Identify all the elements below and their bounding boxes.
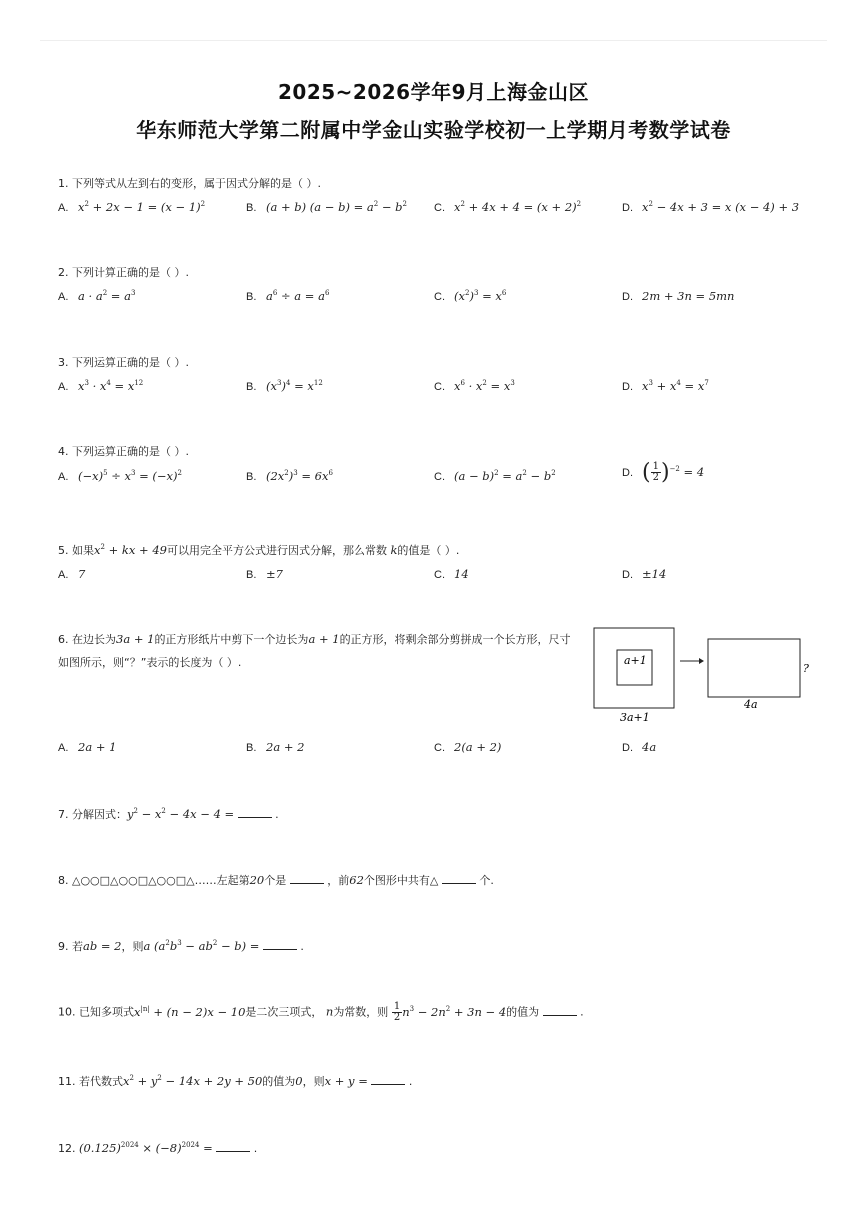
question-10-stem: 10. 已知多项式$x^{|n|} + (n - 2)x - 10$是二次三项式， n为常数，则 $\frac{1}{2}$ $n^3 - 2n^2 + 3n - 4$的值为 .: [58, 1001, 584, 1023]
question-9-stem: 9. 若ab = 2，则a $(a^2b^3 - ab^2 - b)$ = .: [58, 939, 304, 953]
rectangle-height-label: ?: [803, 662, 809, 675]
q6-figure: [590, 624, 815, 728]
page-title: 2025~2026学年9月上海金山区: [277, 80, 589, 104]
result-rectangle: [708, 639, 800, 697]
option-label: A.: [58, 471, 69, 483]
q5-option-d[interactable]: D. ±14: [622, 567, 667, 581]
option-label: C.: [434, 291, 445, 303]
option-label: A.: [58, 202, 69, 214]
question-3-stem: 3. 下列运算正确的是（ ）.: [58, 356, 189, 369]
q2-option-b[interactable]: B. $a^6 \div a = a^6$: [246, 289, 330, 303]
q5-option-c[interactable]: C. 14: [434, 567, 469, 581]
question-12-stem: 12. $(0.125)^{2024} \times (-8)^{2024}$ = .: [58, 1141, 258, 1155]
q5-option-a[interactable]: A. 7: [58, 567, 86, 581]
q2-option-a[interactable]: A. $a \cdot a^2 = a^3$: [58, 289, 136, 303]
answer-blank[interactable]: [290, 873, 324, 884]
option-label: C.: [434, 569, 445, 581]
outer-square-label: 3a+1: [620, 711, 650, 724]
option-label: A.: [58, 569, 69, 581]
q4-option-b[interactable]: B. $(2x^2)^3 = 6x^6$: [246, 469, 333, 483]
option-label: A.: [58, 742, 69, 754]
option-label: C.: [434, 202, 445, 214]
q3-option-d[interactable]: D. $x^3 + x^4 = x^7$: [622, 379, 709, 393]
option-label: D.: [622, 291, 633, 303]
option-label: A.: [58, 291, 69, 303]
q6-option-d[interactable]: D. 4a: [622, 740, 657, 754]
option-label: C.: [434, 742, 445, 754]
option-label: B.: [246, 471, 257, 483]
q4-option-a[interactable]: A. $(-x)^5 \div x^3 = (-x)^2$: [58, 469, 182, 483]
answer-blank[interactable]: [543, 1005, 577, 1016]
q3-option-a[interactable]: A. $x^3 \cdot x^4 = x^{12}$: [58, 379, 144, 393]
answer-blank[interactable]: [263, 939, 297, 950]
option-label: C.: [434, 471, 445, 483]
option-label: B.: [246, 381, 257, 393]
inner-square-label: a+1: [624, 654, 647, 667]
option-label: D.: [622, 466, 633, 479]
question-7-stem: 7. 分解因式：$y^2 - x^2 - 4x - 4$ = .: [58, 807, 279, 821]
q1-option-a[interactable]: A. $x^2 + 2x - 1 = (x - 1)^2$: [58, 200, 206, 214]
question-2-stem: 2. 下列计算正确的是（ ）.: [58, 266, 189, 279]
option-label: D.: [622, 742, 633, 754]
q1-option-c[interactable]: C. $x^2 + 4x + 4 = (x + 2)^2$: [434, 200, 582, 214]
option-label: B.: [246, 569, 257, 581]
q3-option-b[interactable]: B. $(x^3)^4 = x^{12}$: [246, 379, 323, 393]
answer-blank[interactable]: [216, 1141, 250, 1152]
option-label: D.: [622, 569, 633, 581]
question-6-stem-2: 如图所示，则“？”表示的长度为（ ）.: [58, 656, 242, 669]
question-11-stem: 11. 若代数式$x^2 + y^2 - 14x + 2y + 50$的值为0，则x + y = .: [58, 1074, 413, 1088]
option-label: B.: [246, 742, 257, 754]
option-label: D.: [622, 381, 633, 393]
q6-option-b[interactable]: B. 2a + 2: [246, 740, 305, 754]
q6-option-a[interactable]: A. 2a + 1: [58, 740, 117, 754]
arrow-head-icon: [699, 658, 704, 664]
answer-blank[interactable]: [371, 1074, 405, 1085]
q5-option-b[interactable]: B. ±7: [246, 567, 283, 581]
q1-option-d[interactable]: D. $x^2 - 4x + 3 = x$ (x − 4) + 3: [622, 200, 800, 214]
outer-square: [594, 628, 674, 708]
q4-option-d[interactable]: D. ( $\frac{1}{2}$ )$^{-2}$ = 4: [622, 459, 705, 485]
top-rule: [40, 40, 827, 41]
question-5-stem: 5. 如果$x^2$ + kx + 49可以用完全平方公式进行因式分解，那么常数 k的值是（ ）.: [58, 543, 460, 557]
q2-option-d[interactable]: D. 2m + 3n = 5mn: [622, 289, 735, 303]
q1-option-b[interactable]: B. (a + b) $(a - b) = a^2 - b^2$: [246, 200, 407, 214]
answer-blank[interactable]: [442, 873, 476, 884]
q3-option-c[interactable]: C. $x^6 \cdot x^2 = x^3$: [434, 379, 515, 393]
q6-option-c[interactable]: C. 2(a + 2): [434, 740, 502, 754]
option-label: B.: [246, 291, 257, 303]
page-subtitle: 华东师范大学第二附属中学金山实验学校初一上学期月考数学试卷: [136, 118, 731, 142]
rectangle-width-label: 4a: [744, 698, 758, 711]
option-label: C.: [434, 381, 445, 393]
option-label: B.: [246, 202, 257, 214]
question-8-stem: 8. △○○□△○○□△○○□△……左起第20个是 ，前62个图形中共有△ 个.: [58, 873, 494, 887]
question-6-stem: 6. 在边长为3a + 1的正方形纸片中剪下一个边长为a + 1的正方形，将剩余部分剪拼成一个长方形，尺寸: [58, 632, 571, 646]
question-4-stem: 4. 下列运算正确的是（ ）.: [58, 445, 189, 458]
answer-blank[interactable]: [238, 807, 272, 818]
option-label: A.: [58, 381, 69, 393]
option-label: D.: [622, 202, 633, 214]
q4-option-c[interactable]: C. $(a - b)^2 = a^2 - b^2$: [434, 469, 556, 483]
question-1-stem: 1. 下列等式从左到右的变形，属于因式分解的是（ ）.: [58, 177, 321, 190]
q2-option-c[interactable]: C. $(x^2)^3 = x^6$: [434, 289, 507, 303]
